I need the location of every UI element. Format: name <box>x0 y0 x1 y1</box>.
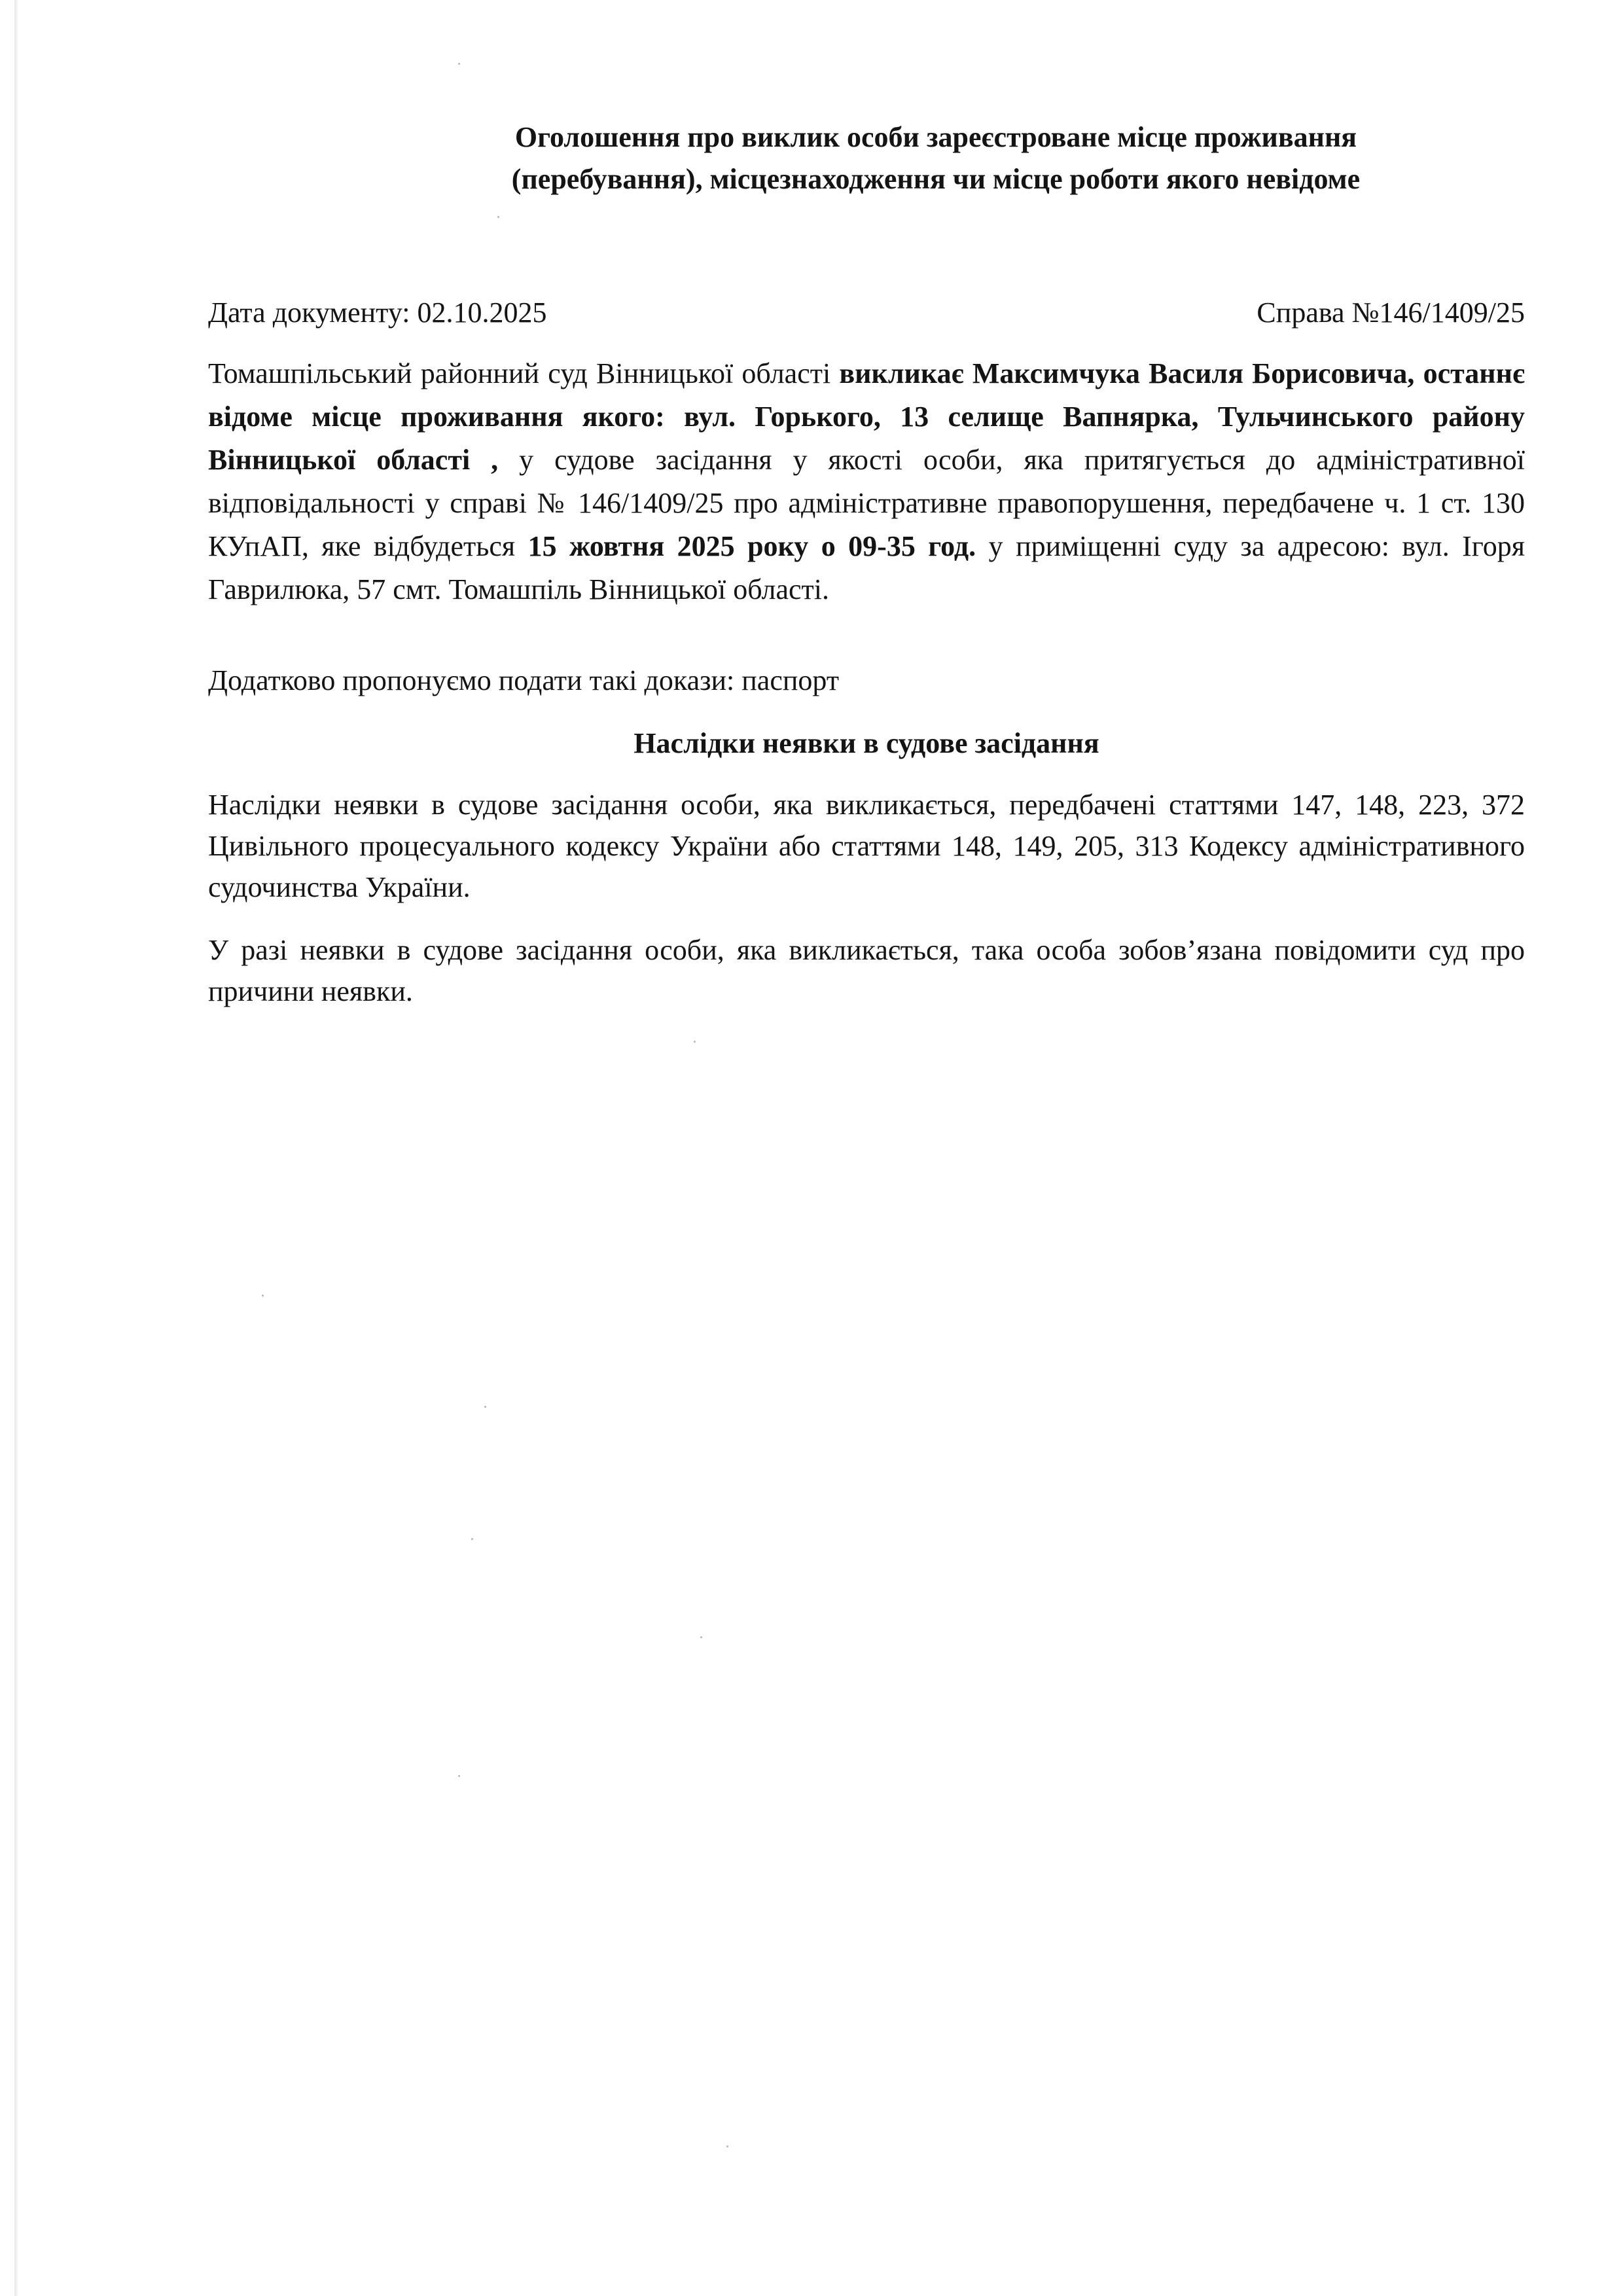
title-line-2: (перебування), місцезнаходження чи місце роботи якого невідоме <box>511 163 1361 195</box>
scan-speck <box>458 63 460 65</box>
summons-paragraph <box>208 352 1525 611</box>
notification-paragraph: У разі неявки в судове засідання особи, яка викликається, така особа зобов’язана повідомити суд про причини неявки. <box>208 934 1525 1007</box>
document-title <box>366 117 1505 200</box>
scan-speck <box>262 1295 264 1297</box>
court-address: у приміщенні суду за адресою: вул. Ігоря Гаврилюка, 57 смт. Томашпіль Вінницької області. <box>208 530 1525 605</box>
scan-speck <box>497 216 499 218</box>
scan-speck <box>700 1636 702 1638</box>
court-name: Томашпільський районний суд Вінницької області <box>208 357 840 389</box>
scan-edge <box>14 0 18 2296</box>
hearing-description: у судове засідання у якості особи, яка притягується до адміністративної відповідальності у справі № 146/1409/25 про адміністративне правопорушення, передбачене ч. 1 ст. 130 КУпАП, яке відбудеться <box>208 444 1525 562</box>
scan-speck <box>484 1406 486 1408</box>
scan-speck <box>458 1775 460 1777</box>
summoned-person: викликає Максимчука Василя Борисовича, останнє відоме місце проживання якого: вул. Горького, 13 селище Вапнярка, Тульчинського району Вінницької області , <box>208 357 1525 476</box>
scan-speck <box>726 2145 728 2147</box>
case-number: Справа №146/1409/25 <box>1257 296 1525 329</box>
consequences-paragraph: Наслідки неявки в судове засідання особи, яка викликається, передбачені статтями 147, 148, 223, 372 Цивільного процесуального кодексу України або статтями 148, 149, 205, 313 Кодексу адміністративного судочинства України. <box>208 789 1525 903</box>
hearing-datetime: 15 жовтня 2025 року о 09-35 год. <box>527 530 976 562</box>
title-line-1: Оголошення про виклик особи зареєстроване місце проживання <box>514 121 1357 153</box>
evidence-paragraph: Додатково пропонуємо подати такі докази: паспорт <box>208 664 840 696</box>
consequences-heading: Наслідки неявки в судове засідання <box>633 727 1099 759</box>
scan-speck <box>471 1538 473 1540</box>
scan-speck <box>694 1041 696 1043</box>
document-date: Дата документу: 02.10.2025 <box>208 296 547 329</box>
